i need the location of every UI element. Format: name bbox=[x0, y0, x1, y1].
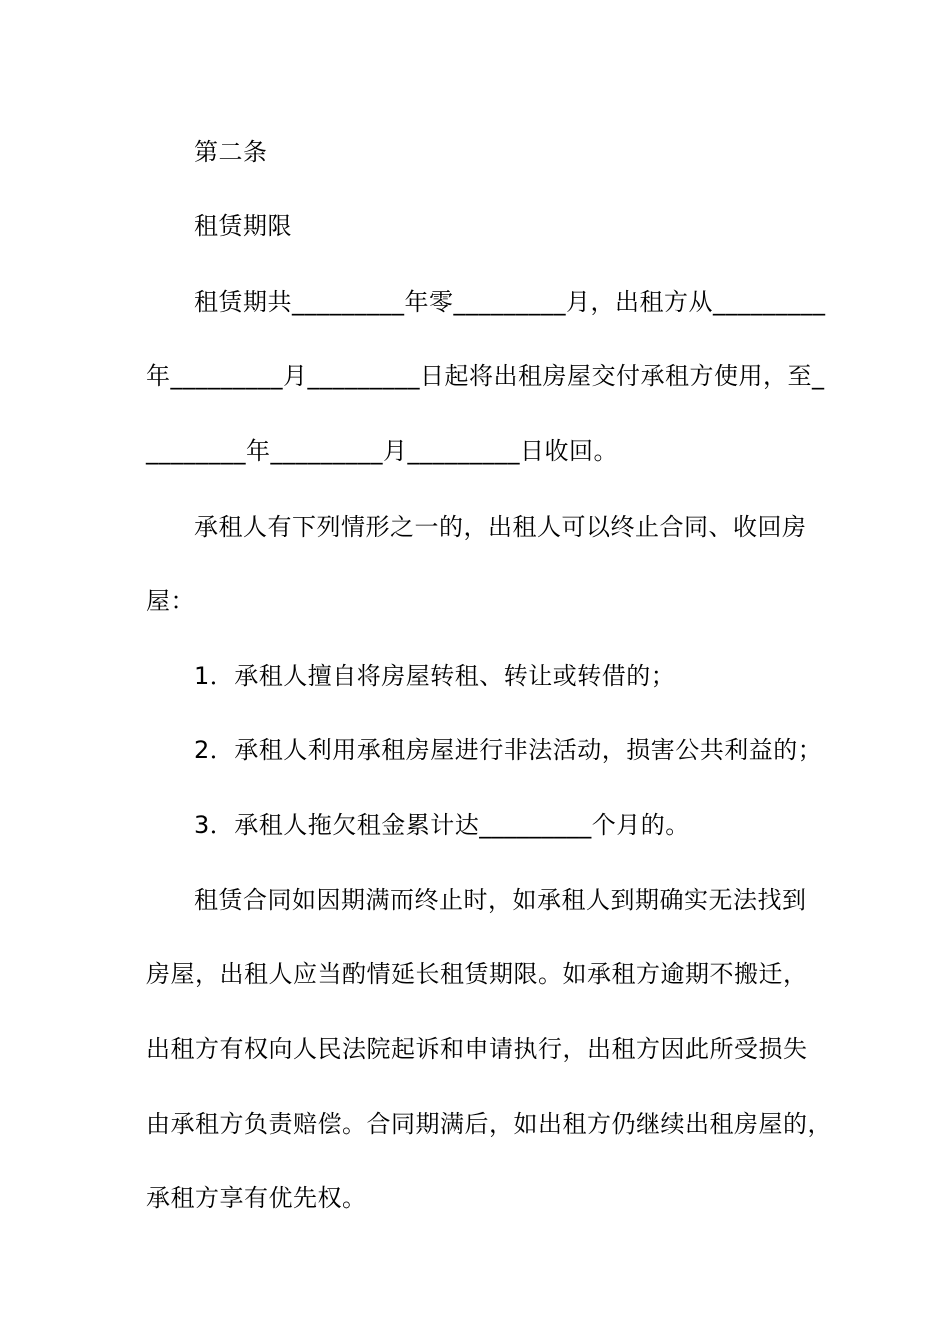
paragraph-line: ________年_________月_________日收回。 bbox=[146, 437, 618, 465]
paragraph-line: 房屋，出租人应当酌情延长租赁期限。如承租方逾期不搬迁， bbox=[146, 960, 808, 988]
paragraph-line: 承租方享有优先权。 bbox=[146, 1184, 367, 1212]
list-item: 3．承租人拖欠租金累计达_________个月的。 bbox=[194, 811, 690, 839]
list-item: 2．承租人利用承租房屋进行非法活动，损害公共利益的； bbox=[194, 736, 823, 764]
section-title: 租赁期限 bbox=[194, 212, 292, 240]
paragraph-line: 租赁期共_________年零_________月，出租方从_________ bbox=[194, 288, 826, 316]
paragraph-line: 出租方有权向人民法院起诉和申请执行，出租方因此所受损失 bbox=[146, 1035, 808, 1063]
paragraph-line: 由承租方负责赔偿。合同期满后，如出租方仍继续出租房屋的， bbox=[146, 1110, 832, 1138]
paragraph-line: 屋： bbox=[146, 587, 195, 615]
list-item: 1．承租人擅自将房屋转租、转让或转借的； bbox=[194, 662, 676, 690]
article-heading: 第二条 bbox=[194, 138, 268, 166]
paragraph-line: 租赁合同如因期满而终止时，如承租人到期确实无法找到 bbox=[194, 886, 807, 914]
paragraph-line: 年_________月_________日起将出租房屋交付承租方使用，至_ bbox=[146, 362, 825, 390]
paragraph-line: 承租人有下列情形之一的，出租人可以终止合同、收回房 bbox=[194, 513, 807, 541]
